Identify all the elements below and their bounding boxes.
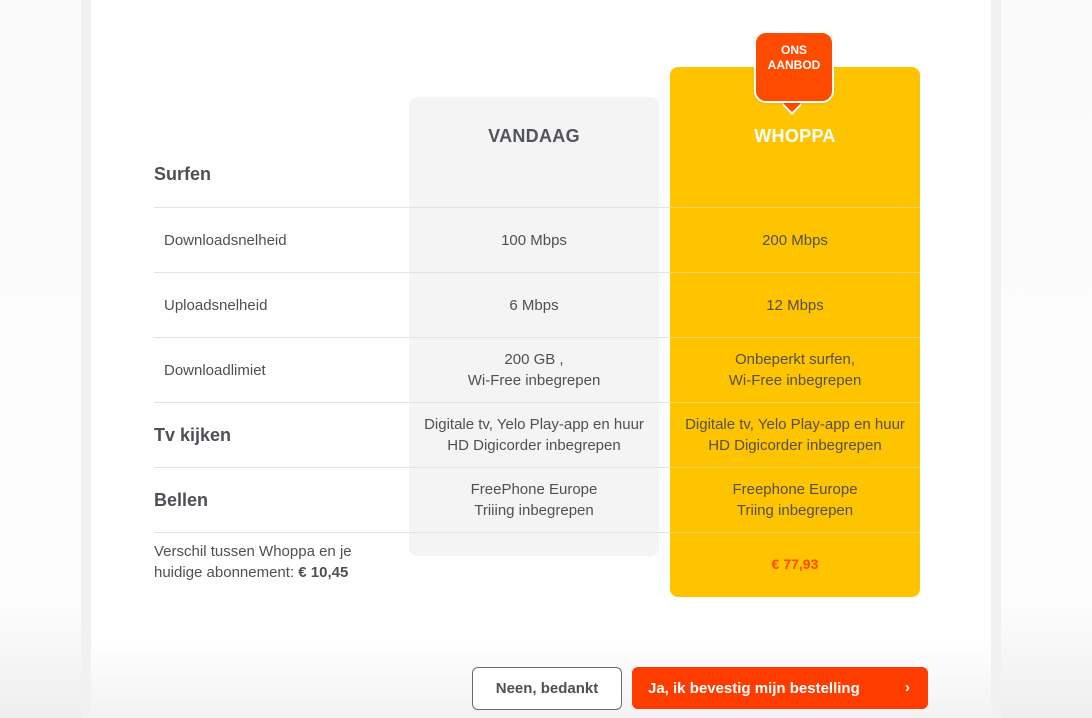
badge-line-1: ONS bbox=[780, 43, 807, 57]
cell-whoppa bbox=[670, 208, 920, 272]
price-difference-text bbox=[154, 541, 404, 583]
cell-today bbox=[409, 468, 659, 532]
row-label: Downloadsnelheid bbox=[164, 231, 287, 249]
cell-text: 12 Mbps bbox=[766, 296, 824, 314]
offer-badge bbox=[754, 31, 834, 103]
row-label: Downloadlimiet bbox=[164, 361, 266, 379]
table-row bbox=[154, 402, 920, 467]
cell-text: HD Digicorder inbegrepen bbox=[447, 437, 621, 454]
cell-text: Triing inbegrepen bbox=[736, 502, 854, 519]
row-label: Tv kijken bbox=[154, 424, 232, 445]
cell-text: Digitale tv, Yelo Play-app en huur bbox=[685, 416, 905, 433]
cell-text: 200 Mbps bbox=[762, 231, 828, 249]
decline-button-label: Neen, bedankt bbox=[495, 680, 599, 697]
cell-whoppa bbox=[670, 338, 920, 402]
diff-line-1: Verschil tussen Whoppa en je bbox=[154, 543, 352, 560]
cell-text: FreePhone Europe bbox=[470, 481, 598, 498]
badge-line-2: AANBOD bbox=[767, 58, 821, 72]
table-row bbox=[154, 207, 920, 272]
table-row bbox=[154, 337, 920, 402]
confirm-button-label: Ja, ik bevestig mijn bestelling bbox=[648, 679, 860, 697]
cell-today bbox=[409, 208, 659, 272]
table-row bbox=[154, 272, 920, 337]
cell-text: Wi-Free inbegrepen bbox=[467, 372, 601, 389]
row-label: Uploadsnelheid bbox=[164, 296, 268, 314]
cell-whoppa bbox=[670, 403, 920, 467]
cell-text: Digitale tv, Yelo Play-app en huur bbox=[424, 416, 644, 433]
table-row bbox=[154, 467, 920, 532]
cell-today bbox=[409, 403, 659, 467]
column-header-whoppa: WHOPPA bbox=[754, 126, 836, 146]
row-divider bbox=[670, 532, 920, 533]
chevron-right-icon: › bbox=[905, 679, 910, 696]
cell-text: Wi-Free inbegrepen bbox=[728, 372, 862, 389]
whoppa-price: € 77,93 bbox=[771, 556, 819, 572]
cell-text: 100 Mbps bbox=[501, 231, 567, 249]
section-label-surfen: Surfen bbox=[154, 164, 212, 184]
cell-whoppa bbox=[670, 273, 920, 337]
confirm-order-button[interactable] bbox=[632, 667, 928, 709]
cell-text: Triiing inbegrepen bbox=[474, 502, 594, 519]
cell-text: 200 GB , bbox=[504, 351, 564, 368]
diff-line-2: huidige abonnement: bbox=[154, 564, 295, 581]
column-header-today: VANDAAG bbox=[488, 126, 580, 146]
diff-amount: € 10,45 bbox=[298, 564, 349, 581]
cell-text: Onbeperkt surfen, bbox=[734, 351, 856, 368]
cell-text: 6 Mbps bbox=[509, 296, 559, 314]
footer-divider bbox=[154, 532, 920, 533]
decline-button[interactable] bbox=[472, 667, 622, 710]
cell-text: Freephone Europe bbox=[732, 481, 858, 498]
cell-today bbox=[409, 338, 659, 402]
cell-today bbox=[409, 273, 659, 337]
cell-whoppa bbox=[670, 468, 920, 532]
row-label: Bellen bbox=[154, 489, 209, 510]
cell-text: HD Digicorder inbegrepen bbox=[708, 437, 882, 454]
